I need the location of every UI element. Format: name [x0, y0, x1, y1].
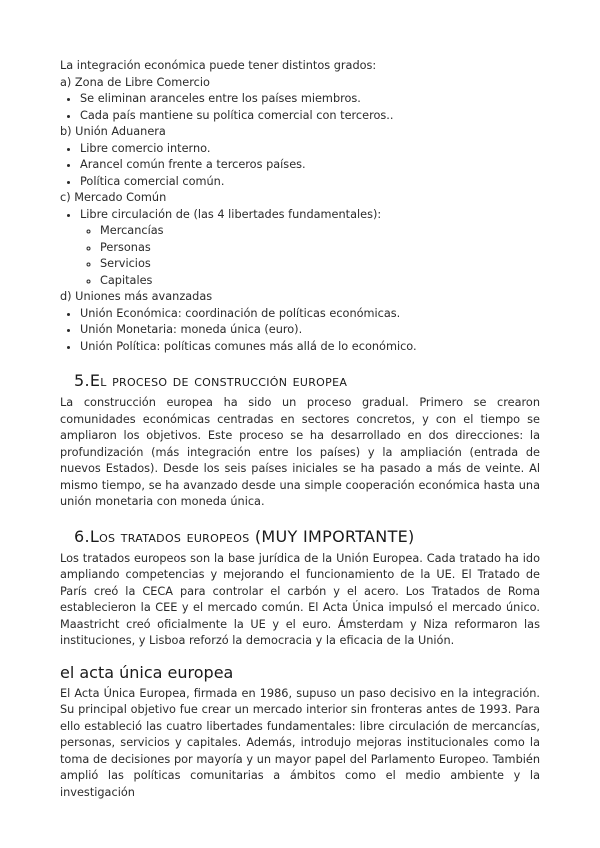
grade-a-list [60, 91, 540, 124]
list-item: • Unión Económica: coordinación de políticas económicas. [80, 306, 540, 323]
grade-c-list [60, 207, 540, 290]
section-5-text: La construcción europea ha sido un proceso gradual. Primero se crearon comunidades económicas centradas en sectores concretos, y con el tiempo se ampliaron los objetivos. Este proceso se ha desarrollado en dos direcciones: la profundización (más integración entre los países) y la ampliación (entrada de nuevos Estados). Desde los seis países iniciales se ha pasado a más de veinte. Al mismo tiempo, se ha avanzado desde una simple cooperación económica hasta una unión monetaria con moneda única. [60, 396, 540, 508]
list-item [80, 207, 540, 290]
acta-unica-heading: el acta única europea [60, 662, 234, 682]
list-item: • Unión Política: políticas comunes más allá de lo económico. [80, 339, 540, 356]
list-item: • Se eliminan aranceles entre los países miembros. [80, 91, 540, 108]
list-item: • Libre comercio interno. [80, 141, 540, 158]
section-6-text: Los tratados europeos son la base jurídica de la Unión Europea. Cada tratado ha ido ampliando competencias y mejorando el funcionamiento de la UE. El Tratado de París creó la CECA para controlar el carbón y el acero. Los Tratados de Roma establecieron la CEE y el mercado común. El Acta Única impulsó el mercado único. Maastricht creó oficialmente la UE y el euro. Ámsterdam y Niza reformaron las instituciones, y Lisboa reforzó la democracia y la eficacia de la Unión. [60, 551, 540, 647]
grade-c-title: c) Mercado Común [60, 191, 167, 204]
section-5-heading: 5.El proceso de construcción europea [74, 371, 348, 390]
list-item: • Arancel común frente a terceros países. [80, 157, 540, 174]
grade-d-title: d) Uniones más avanzadas [60, 290, 213, 303]
section-6-heading: 6.Los tratados europeos (MUY IMPORTANTE) [74, 526, 415, 546]
list-item: • Política comercial común. [80, 174, 540, 191]
sub-list-item: ◦ Mercancías [100, 223, 540, 240]
grade-d-list [60, 306, 540, 356]
grade-a-title: a) Zona de Libre Comercio [60, 75, 210, 89]
grade-b-title: b) Unión Aduanera [60, 125, 166, 138]
list-item-text: Libre circulación de (las 4 libertades fundamentales): [80, 207, 382, 221]
intro-lead: La integración económica puede tener distintos grados: [60, 59, 377, 72]
freedoms-list [80, 223, 540, 289]
sub-list-item: ◦ Servicios [100, 256, 540, 273]
sub-list-item: ◦ Personas [100, 240, 540, 257]
sub-list-item: ◦ Capitales [100, 273, 540, 290]
acta-unica-text: El Acta Única Europea, firmada en 1986, supuso un paso decisivo en la integración. Su principal objetivo fue crear un mercado interior sin fronteras antes de 1993. Para ello estableció las cuatro libertades fundamentales: libre circulación de mercancías, personas, servicios y capitales. Además, introdujo mejoras institucionales como la toma de decisiones por mayoría y un mayor papel del Parlamento Europeo. También amplió las políticas comunitarias a ámbitos como el medio ambiente y la investigación [60, 686, 540, 799]
list-item: • Cada país mantiene su política comercial con terceros.. [80, 108, 540, 125]
grade-b-list [60, 141, 540, 191]
list-item: • Unión Monetaria: moneda única (euro). [80, 322, 540, 339]
